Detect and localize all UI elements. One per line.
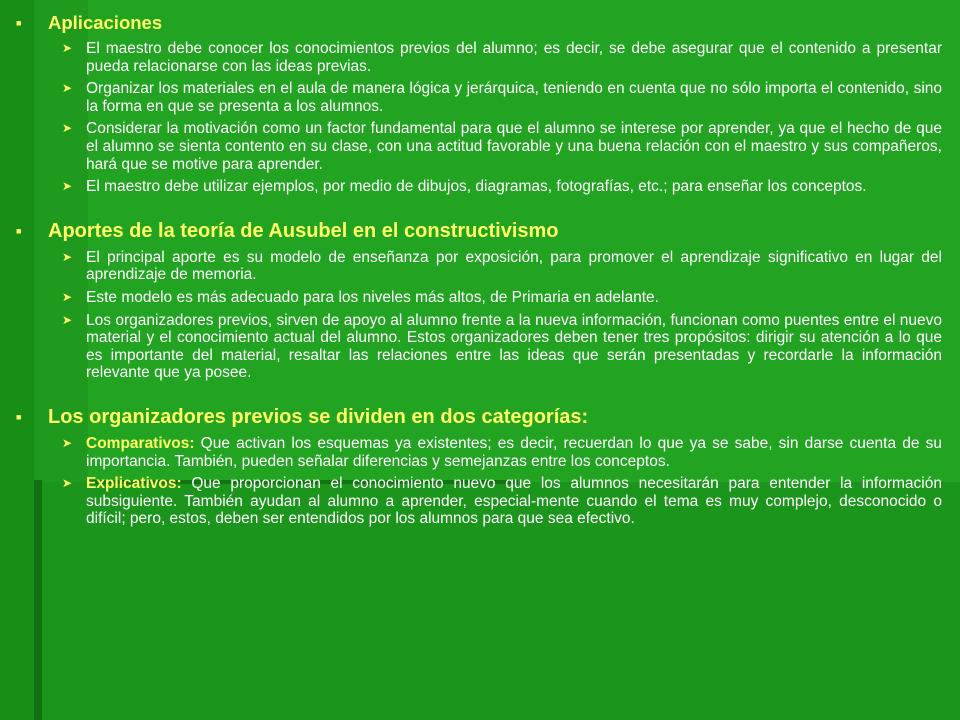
section-heading xyxy=(14,220,942,243)
item-label: Comparativos: xyxy=(86,434,195,452)
section-heading xyxy=(14,12,942,34)
item-text: El maestro debe utilizar ejemplos, por medio de dibujos, diagramas, fotografías, etc.; para enseñar los conceptos. xyxy=(86,178,867,196)
item-text: Este modelo es más adecuado para los niveles más altos, de Primaria en adelante. xyxy=(86,288,659,306)
list-item xyxy=(14,178,942,196)
section-title: Los organizadores previos se dividen en dos categorías: xyxy=(48,405,589,428)
item-text xyxy=(86,475,942,528)
list-item xyxy=(14,80,942,115)
square-bullet-icon: ■ xyxy=(16,411,22,422)
list-item xyxy=(14,475,942,528)
arrow-bullet-icon: ➤ xyxy=(62,121,73,136)
square-bullet-icon: ■ xyxy=(16,18,22,28)
arrow-bullet-icon: ➤ xyxy=(62,476,73,491)
item-text: Organizar los materiales en el aula de manera lógica y jerárquica, teniendo en cuenta que no sólo importa el contenido, sino la forma en que se presenta a los alumnos. xyxy=(86,80,942,115)
arrow-bullet-icon: ➤ xyxy=(62,41,73,55)
section-title: Aplicaciones xyxy=(48,12,163,33)
list-item xyxy=(14,289,942,307)
bullet-list xyxy=(14,249,942,382)
item-text: El principal aporte es su modelo de enseñanza por exposición, para promover el aprendizaje significativo en lugar del aprendizaje de memoria. xyxy=(86,248,942,284)
bullet-list xyxy=(14,435,942,528)
item-text: El maestro debe conocer los conocimientos previos del alumno; es decir, se debe asegurar que el contenido a presentar pueda relacionarse con las ideas previas. xyxy=(86,40,942,75)
list-item xyxy=(14,312,942,382)
item-label: Explicativos: xyxy=(86,475,182,493)
arrow-bullet-icon: ➤ xyxy=(62,312,73,327)
arrow-bullet-icon: ➤ xyxy=(62,249,73,264)
section-heading xyxy=(14,406,942,429)
section-organizadores xyxy=(14,406,942,528)
list-item xyxy=(14,435,942,470)
item-text xyxy=(86,435,942,470)
arrow-bullet-icon: ➤ xyxy=(62,179,73,194)
arrow-bullet-icon: ➤ xyxy=(62,81,73,96)
bullet-list xyxy=(14,40,942,196)
section-aplicaciones xyxy=(14,12,942,196)
arrow-bullet-icon: ➤ xyxy=(62,435,73,450)
list-item xyxy=(14,120,942,173)
list-item xyxy=(14,249,942,284)
arrow-bullet-icon: ➤ xyxy=(62,289,73,304)
item-text: Considerar la motivación como un factor fundamental para que el alumno se interese por aprender, ya que el hecho de que el alumno se sienta contento en su clase, con una actitud favorable y una buena relación con el maestro y sus compañeros, hará que se motive para aprender. xyxy=(86,120,942,173)
section-aportes xyxy=(14,220,942,382)
list-item xyxy=(14,40,942,75)
square-bullet-icon: ■ xyxy=(16,225,22,236)
section-title: Aportes de la teoría de Ausubel en el constructivismo xyxy=(48,219,559,242)
slide-content xyxy=(14,12,942,533)
item-body: Que activan los esquemas ya existentes; es decir, recuerdan lo que ya se sabe, sin darse cuenta de su importancia. También, pueden señalar diferencias y semejanzas entre los conceptos. xyxy=(86,434,942,470)
item-text: Los organizadores previos, sirven de apoyo al alumno frente a la nueva información, funcionan como puentes entre el nuevo material y el conocimiento actual del alumno. Estos organizadores deben tener tres propósitos: dirigir su atención a lo que es importante del material, resaltar las relaciones entre las ideas que serán presentadas y recordarle la información relevante que ya posee. xyxy=(86,311,942,382)
item-body: Que proporcionan el conocimiento nuevo que los alumnos necesitarán para entender la información subsiguiente. También ayudan al alumno a aprender, especial-mente cuando el tema es muy complejo, desconocido o difícil; pero, estos, deben ser entendidos por los alumnos para que sea efectivo. xyxy=(86,475,942,528)
